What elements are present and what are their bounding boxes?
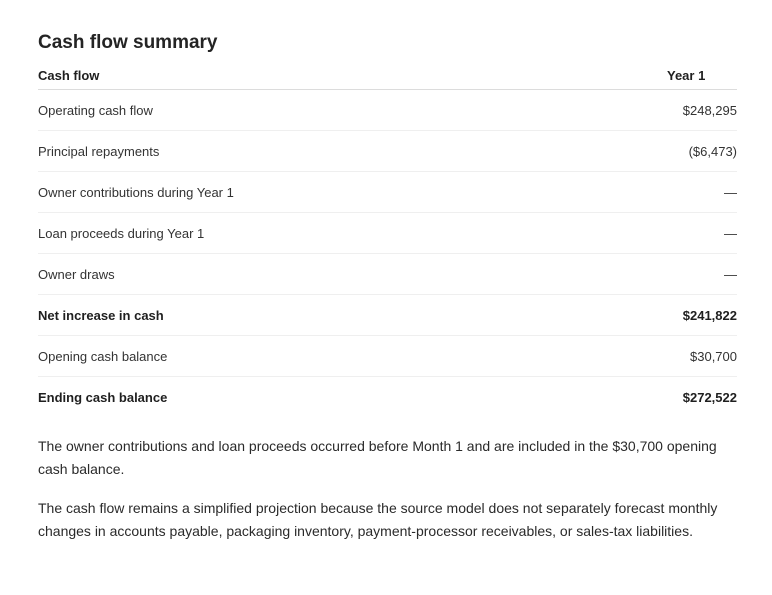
row-label: Loan proceeds during Year 1	[38, 213, 667, 254]
row-value: $241,822	[667, 295, 737, 336]
row-value: $272,522	[682, 389, 737, 405]
table-row-owner-draws	[38, 254, 737, 295]
row-label: Ending cash balance	[38, 389, 168, 405]
table-row-principal-repayments	[38, 131, 737, 172]
row-value: ($6,473)	[667, 131, 737, 172]
notes	[38, 435, 718, 543]
row-value: —	[667, 213, 737, 254]
row-value: —	[667, 172, 737, 213]
row-value: $248,295	[667, 90, 737, 131]
header-year-1: Year 1	[667, 61, 737, 90]
cash-flow-table	[38, 61, 737, 417]
table-header-row	[38, 61, 737, 90]
row-value: —	[667, 254, 737, 295]
table-row-ending-cash-balance	[38, 377, 737, 418]
note-paragraph-simplified-projection: The cash flow remains a simplified projection because the source model does not separately forecast monthly changes in accounts payable, packaging inventory, payment-processor receivables, or sales-tax liabilities.	[38, 500, 718, 539]
row-label: Owner contributions during Year 1	[38, 172, 667, 213]
header-cash-flow: Cash flow	[38, 61, 667, 90]
table-row-opening-cash-balance	[38, 336, 737, 377]
row-label: Principal repayments	[38, 131, 667, 172]
row-label: Owner draws	[38, 254, 667, 295]
row-label: Operating cash flow	[38, 90, 667, 131]
row-label: Net increase in cash	[38, 295, 667, 336]
section-title: Cash flow summary	[38, 32, 218, 53]
table-row-loan-proceeds	[38, 213, 737, 254]
row-value: $30,700	[667, 336, 737, 377]
note-paragraph-opening-balance: The owner contributions and loan proceeds occurred before Month 1 and are included in the $30,700 opening cash balance.	[38, 438, 717, 477]
row-label: Opening cash balance	[38, 336, 667, 377]
table-row-owner-contributions	[38, 172, 737, 213]
table-row-operating-cash-flow	[38, 90, 737, 131]
table-row-net-increase-in-cash	[38, 295, 737, 336]
